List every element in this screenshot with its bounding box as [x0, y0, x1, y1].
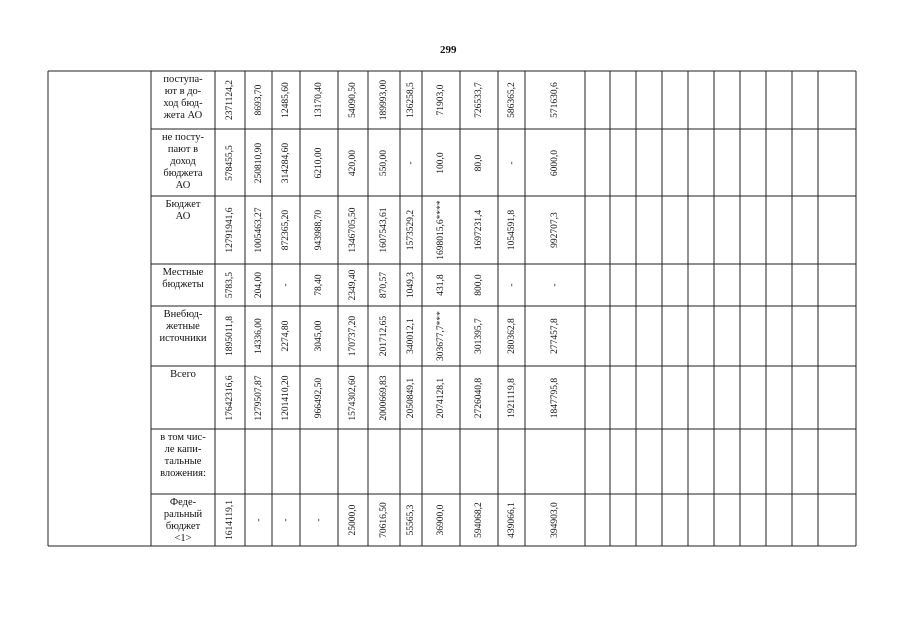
table-cell-value: - — [550, 283, 560, 287]
table-cell-value: 992707,3 — [550, 212, 560, 248]
table-cell-value: 1698015,6**** — [436, 200, 446, 260]
table-cell-value: 726533,7 — [474, 82, 484, 118]
table-cell-value: 586365,2 — [506, 82, 517, 118]
table-cell-value: 6210,00 — [314, 147, 324, 178]
table-cell-value: 250810,90 — [253, 142, 264, 183]
row-label: не посту- пают в доход бюджета АО — [162, 132, 204, 191]
table-cell-value: 12791941,6 — [225, 207, 235, 253]
table-cell-value: 870,57 — [379, 271, 389, 299]
table-cell-value: 204,00 — [253, 271, 264, 299]
table-cell-value: 550,00 — [379, 149, 389, 176]
table-cell-value: 594068,2 — [474, 502, 484, 538]
table-cell-value: - — [281, 518, 291, 522]
table-cell-value: 25000,0 — [348, 504, 358, 536]
table-cell-value: 800,0 — [474, 274, 484, 296]
table-cell-value: 394903,0 — [550, 502, 560, 538]
table-cell-value: 1895011,8 — [225, 315, 235, 357]
table-cell-value: 36900,0 — [436, 504, 446, 536]
row-label: поступа- ют в до- ход бюд- жета АО — [163, 74, 203, 121]
table-cell-value: 2050849,1 — [406, 377, 416, 418]
table-cell-value: - — [314, 518, 324, 522]
table-cell-value: 2074128,1 — [436, 377, 446, 418]
table-cell-value: - — [506, 160, 517, 165]
table-cell-value: 420,00 — [348, 149, 358, 176]
table-cell-value: 1614119,1 — [225, 499, 235, 541]
table-cell-value: 1921119,8 — [506, 377, 517, 418]
table-cell-value: 100,0 — [436, 151, 446, 174]
table-cell-value: - — [253, 518, 264, 522]
table-cell-value: 12485,60 — [281, 82, 291, 118]
table-cell-value: 340012,1 — [406, 318, 416, 354]
table-cell-value: 301395,7 — [474, 318, 484, 354]
row-label: Феде- ральный бюджет <1> — [163, 497, 203, 544]
table-cell-value: - — [281, 283, 291, 287]
table-cell-value: 1054591,8 — [506, 209, 517, 251]
table-cell-value: 170737,20 — [348, 315, 358, 357]
table-cell-value: 71903,0 — [436, 84, 446, 116]
table-cell-value: 2371124,2 — [225, 79, 235, 121]
table-cell-value: 14336,00 — [253, 318, 264, 354]
table-cell-value: 571630,6 — [550, 82, 560, 118]
table-cell-value: 2000669,83 — [379, 374, 389, 421]
table-cell-value: 1201410,20 — [281, 374, 291, 421]
table-cell-value: 1573529,2 — [406, 209, 416, 251]
table-cell-value: - — [406, 160, 416, 165]
table-cell-value: 3045,00 — [314, 320, 324, 352]
table-cell-value: 55565,3 — [406, 504, 416, 536]
table-cell-value: - — [506, 283, 517, 287]
table-cell-value: 5783,5 — [225, 271, 235, 299]
table-cell-value: 277457,8 — [550, 318, 560, 354]
table-cell-value: 201712,65 — [379, 315, 389, 357]
table-cell-value: 303677,7*** — [436, 311, 446, 361]
table-cell-value: 136258,5 — [406, 82, 416, 118]
table-cell-value: 78,40 — [314, 274, 324, 296]
row-label: в том чис- ле капи- тальные вложения: — [160, 432, 206, 479]
table-cell-value: 17642316,6 — [225, 374, 235, 421]
row-label: Местные бюджеты — [162, 267, 204, 290]
row-label: Всего — [170, 369, 196, 380]
table-cell-value: 13170,40 — [314, 82, 324, 118]
page-number: 299 — [440, 44, 457, 56]
table-cell-value: 54090,50 — [348, 82, 358, 118]
table-cell-value: 80,0 — [474, 154, 484, 171]
table-cell-value: 1049,3 — [406, 271, 416, 299]
table-cell-value: 578455,5 — [225, 144, 235, 181]
table-cell-value: 1005463,27 — [253, 207, 264, 253]
table-cell-value: 8693,70 — [253, 84, 264, 116]
table-cell-value: 431,8 — [436, 274, 446, 296]
table-cell-value: 314284,60 — [281, 142, 291, 183]
table-cell-value: 280362,8 — [506, 318, 517, 354]
table-cell-value: 1607543,61 — [379, 207, 389, 253]
table-cell-value: 1574302,60 — [348, 374, 358, 421]
table-cell-value: 2349,40 — [348, 269, 358, 301]
table-cell-value: 966492,50 — [314, 377, 324, 418]
table-cell-value: 439066,1 — [506, 502, 517, 538]
table-cell-value: 189993,00 — [379, 79, 389, 121]
table-cell-value: 1346705,50 — [348, 207, 358, 253]
table-cell-value: 943988,70 — [314, 209, 324, 251]
table-cell-value: 2274,80 — [281, 320, 291, 352]
table-cell-value: 70616,50 — [379, 502, 389, 538]
row-label: Бюджет АО — [165, 199, 201, 222]
table-cell-value: 6000,0 — [550, 149, 560, 176]
table-cell-value: 872365,20 — [281, 209, 291, 251]
table-cell-value: 1279507,87 — [253, 374, 264, 421]
row-label: Внебюд- жетные источники — [159, 309, 207, 344]
table-cell-value: 1697231,4 — [474, 209, 484, 251]
table-cell-value: 2726040,8 — [474, 377, 484, 418]
table-cell-value: 1847795,8 — [550, 377, 560, 418]
